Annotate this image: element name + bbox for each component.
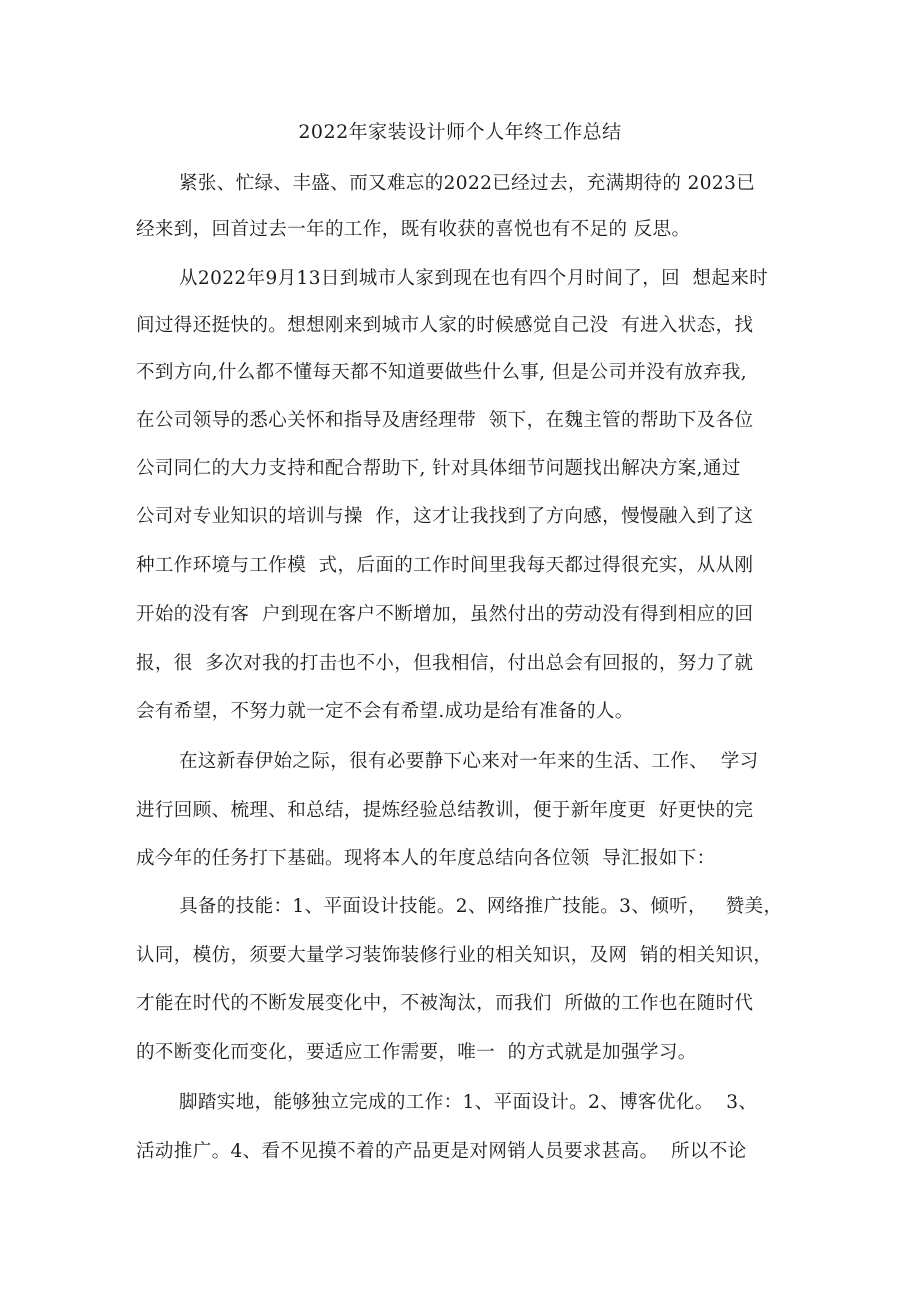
- paragraph-line: 从2022年9月13日到城市人家到现在也有四个月时间了，回 想起来时: [179, 268, 769, 289]
- paragraph-line: 的不断变化而变化，要适应工作需要，唯一 的方式就是加强学习。: [136, 1042, 697, 1063]
- paragraph-line: 间过得还挺快的。想想刚来到城市人家的时候感觉自己没 有进入状态，找: [136, 315, 754, 336]
- paragraph-line: 公司对专业知识的培训与操 作，这才让我找到了方向感，慢慢融入到了这: [136, 506, 754, 527]
- paragraph-line: 认同，模仿，须要大量学习装饰装修行业的相关知识，及网 销的相关知识，: [136, 945, 773, 966]
- paragraph-line: 成今年的任务打下基础。现将本人的年度总结向各位领 导汇报如下：: [136, 848, 716, 869]
- document-title: 2022年家装设计师个人年终工作总结: [298, 121, 622, 143]
- paragraph-line: 经来到，回首过去一年的工作，既有收获的喜悦也有不足的 反思。: [136, 219, 691, 240]
- paragraph-line: 不到方向,什么都不懂每天都不知道要做些什么事, 但是公司并没有放弃我,: [136, 362, 748, 383]
- paragraph-line: 才能在时代的不断发展变化中，不被淘汰，而我们 所做的工作也在随时代: [136, 993, 754, 1014]
- paragraph-line: 公司同仁的大力支持和配合帮助下, 针对具体细节问题找出解决方案,通过: [136, 458, 741, 479]
- paragraph-line: 报，很 多次对我的打击也不小，但我相信，付出总会有回报的，努力了就: [136, 653, 754, 674]
- paragraph-line: 开始的没有客 户到现在客户不断增加，虽然付出的劳动没有得到相应的回: [136, 604, 754, 625]
- paragraph-line: 在公司领导的悉心关怀和指导及唐经理带 领下，在魏主管的帮助下及各位: [136, 410, 754, 431]
- paragraph-line: 紧张、忙绿、丰盛、而又难忘的2022已经过去，充满期待的 2023已: [179, 173, 756, 194]
- paragraph-line: 在这新春伊始之际，很有必要静下心来对一年来的生活、工作、 学习: [179, 751, 759, 772]
- paragraph-line: 脚踏实地，能够独立完成的工作：1、平面设计。2、博客优化。 3、: [179, 1092, 758, 1113]
- paragraph-line: 具备的技能：1、平面设计技能。2、网络推广技能。3、倾听， 赞美，: [179, 896, 783, 917]
- paragraph-line: 种工作环境与工作模 式，后面的工作时间里我每天都过得很充实，从从刚: [136, 555, 754, 576]
- paragraph-line: 会有希望，不努力就一定不会有希望.成功是给有准备的人。: [136, 701, 634, 722]
- paragraph-line: 进行回顾、梳理、和总结，提炼经验总结教训，便于新年度更 好更快的完: [136, 800, 754, 821]
- paragraph-line: 活动推广。4、看不见摸不着的产品更是对网销人员要求甚高。 所以不论: [136, 1141, 747, 1162]
